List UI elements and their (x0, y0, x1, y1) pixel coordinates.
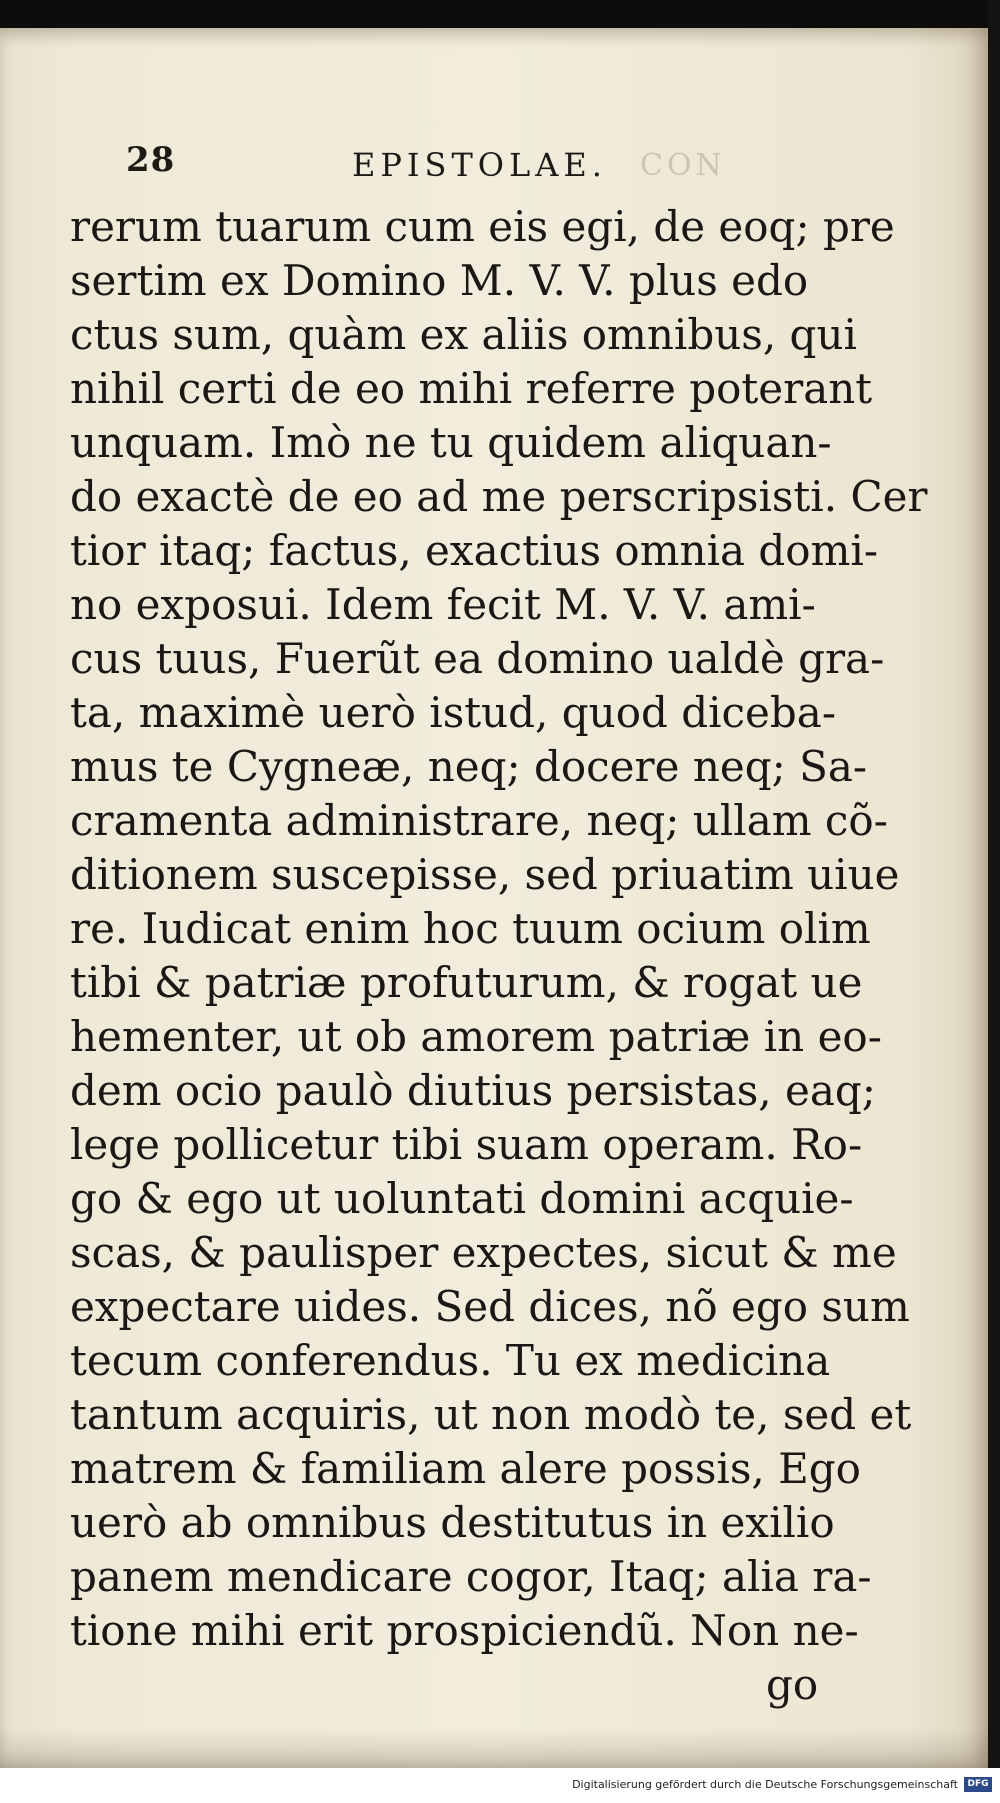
book-page (0, 28, 988, 1768)
show-through-text: CON (640, 148, 726, 183)
text-line: matrem & familiam alere possis, Ego (70, 1444, 861, 1493)
funding-credit: Digitalisierung gefördert durch die Deutsche Forschungsgemeinschaft (572, 1778, 958, 1791)
text-line: uerò ab omnibus destitutus in exilio (70, 1498, 835, 1547)
text-line: re. Iudicat enim hoc tuum ocium olim (70, 904, 871, 953)
text-line: panem mendicare cogor, Itaq; alia ra- (70, 1552, 872, 1601)
text-line: ctus sum, quàm ex aliis omnibus, qui (70, 310, 857, 359)
text-line: dem ocio paulò diutius persistas, eaq; (70, 1066, 876, 1115)
dfg-logo-icon: DFG (964, 1777, 992, 1792)
text-line: tibi & patriæ profuturum, & rogat ue (70, 958, 863, 1007)
text-line: tecum conferendus. Tu ex medicina (70, 1336, 831, 1385)
text-line: tione mihi erit prospiciendũ. Non ne- (70, 1606, 859, 1655)
text-line: hementer, ut ob amorem patriæ in eo- (70, 1012, 882, 1061)
text-line: rerum tuarum cum eis egi, de eoq; pre (70, 202, 895, 251)
text-line: go & ego ut uoluntati domini acquie- (70, 1174, 854, 1223)
text-line: ta, maximè uerò istud, quod diceba- (70, 688, 837, 737)
catchword: go (766, 1660, 819, 1709)
text-line: ditionem suscepisse, sed priuatim uiue (70, 850, 900, 899)
text-line: lege pollicetur tibi suam operam. Ro- (70, 1120, 863, 1169)
text-line: sertim ex Domino M. V. V. plus edo (70, 256, 809, 305)
scan-border (988, 0, 1000, 1803)
page-header (0, 140, 988, 190)
text-line: nihil certi de eo mihi referre poterant (70, 364, 873, 413)
footer-bar (0, 1768, 1000, 1803)
text-line: cramenta administrare, neq; ullam cõ- (70, 796, 888, 845)
text-line: no exposui. Idem fecit M. V. V. ami- (70, 580, 816, 629)
page-number: 28 (126, 140, 176, 180)
text-line: do exactè de eo ad me perscripsisti. Cer (70, 472, 928, 521)
text-line: tantum acquiris, ut non modò te, sed et (70, 1390, 912, 1439)
text-line: scas, & paulisper expectes, sicut & me (70, 1228, 897, 1277)
running-head: EPISTOLAE. (352, 146, 607, 184)
text-line: expectare uides. Sed dices, nõ ego sum (70, 1282, 910, 1331)
text-line: mus te Cygneæ, neq; docere neq; Sa- (70, 742, 868, 791)
text-line: tior itaq; factus, exactius omnia domi- (70, 526, 879, 575)
text-line: cus tuus, Fuerũt ea domino ualdè gra- (70, 634, 885, 683)
text-line: unquam. Imò ne tu quidem aliquan- (70, 418, 832, 467)
body-text (70, 200, 928, 1658)
